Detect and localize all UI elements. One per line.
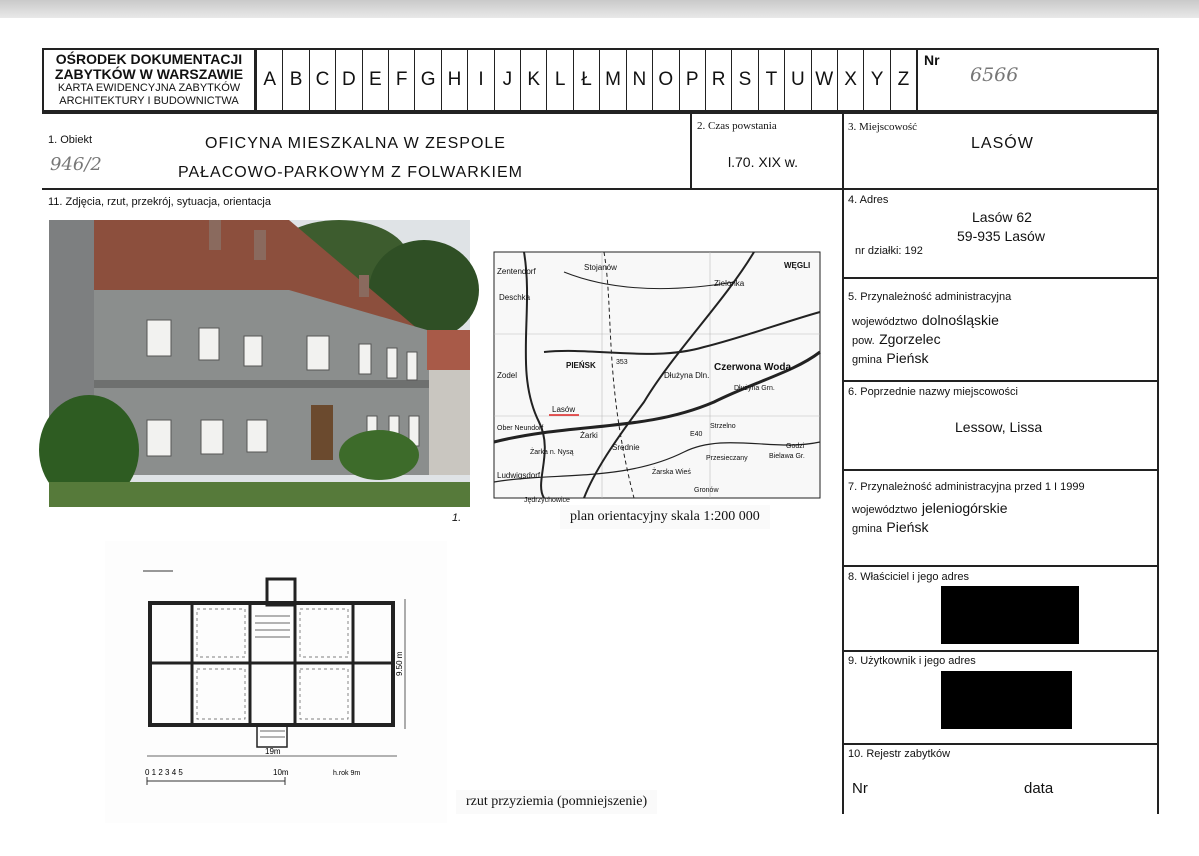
woj-przed-line bbox=[852, 500, 1007, 518]
czas-label: 2. Czas powstania bbox=[697, 120, 777, 132]
map-label: PIEŃSK bbox=[566, 361, 596, 370]
map-label: Przesieczany bbox=[706, 455, 748, 462]
plan-width-label: 19m bbox=[265, 747, 281, 756]
map-label: Deschka bbox=[499, 293, 531, 302]
pow-line bbox=[852, 331, 941, 349]
map-label: 353 bbox=[616, 359, 628, 366]
woj-line bbox=[852, 312, 999, 330]
map-label: Gronów bbox=[694, 487, 719, 494]
map-label: Zielonka bbox=[714, 279, 745, 288]
map-label: Dłużyna Grn. bbox=[734, 385, 775, 392]
adres-line1: Lasów 62 bbox=[972, 209, 1032, 225]
map-label: Strzelno bbox=[710, 423, 736, 430]
nr-label: Nr bbox=[924, 52, 940, 68]
divider bbox=[844, 277, 1159, 279]
map-label: Zentendorf bbox=[497, 267, 536, 276]
index-letter: C bbox=[309, 50, 335, 110]
alphabet-index bbox=[256, 48, 918, 112]
divider bbox=[690, 114, 692, 189]
dzialka: nr działki: 192 bbox=[855, 245, 923, 257]
woj-przed-value: jeleniogórskie bbox=[921, 500, 1008, 516]
divider bbox=[844, 743, 1159, 745]
index-letter: R bbox=[705, 50, 731, 110]
map-label: Stojanów bbox=[584, 263, 617, 272]
divider bbox=[1157, 112, 1159, 814]
map-label: Zodel bbox=[497, 371, 518, 380]
poprzednie-value: Lessow, Lissa bbox=[955, 419, 1043, 435]
floor-plan bbox=[105, 541, 447, 823]
orientation-map bbox=[494, 252, 820, 504]
institution-box bbox=[42, 48, 256, 112]
obiekt-name-2: PAŁACOWO-PARKOWYM Z FOLWARKIEM bbox=[178, 164, 523, 181]
woj-prefix: województwo bbox=[852, 316, 918, 328]
rejestr-label: 10. Rejestr zabytków bbox=[848, 748, 951, 760]
record-card bbox=[0, 18, 1199, 856]
wlasciciel-label: 8. Właściciel i jego adres bbox=[848, 571, 970, 583]
map-label: Średnie bbox=[612, 443, 640, 452]
rejestr-nr: Nr bbox=[852, 780, 868, 797]
plan-caption: rzut przyziemia (pomniejszenie) bbox=[456, 790, 657, 814]
nr-value: 6566 bbox=[970, 64, 1019, 86]
map-label: Bielawa Gr. bbox=[769, 453, 805, 460]
divider bbox=[844, 650, 1159, 652]
divider bbox=[842, 114, 844, 814]
map-label: Dłużyna Dln. bbox=[664, 371, 710, 380]
divider bbox=[844, 469, 1159, 471]
index-letter: K bbox=[520, 50, 546, 110]
obiekt-ref: 946/2 bbox=[50, 154, 102, 175]
map-label: Żarki bbox=[580, 431, 598, 440]
pow-value: Zgorzelec bbox=[879, 331, 941, 347]
rejestr-data: data bbox=[1024, 780, 1054, 797]
map-label: Czerwona Woda bbox=[714, 362, 792, 373]
scale-ticks: 0 1 2 3 4 5 bbox=[145, 768, 183, 777]
gmina-line bbox=[852, 350, 928, 368]
poprzednie-label: 6. Poprzednie nazwy miejscowości bbox=[848, 386, 1018, 398]
divider bbox=[844, 565, 1159, 567]
institution-name-1: OŚRODEK DOKUMENTACJI bbox=[55, 51, 243, 67]
miejscowosc-label: 3. Miejscowość bbox=[848, 121, 918, 133]
index-letter: J bbox=[494, 50, 520, 110]
gmina-przed-prefix: gmina bbox=[852, 523, 882, 535]
index-letter: N bbox=[626, 50, 652, 110]
gmina-value: Pieńsk bbox=[886, 350, 929, 366]
map-label: Jędrzychowice bbox=[524, 497, 570, 504]
map-label: Ober Neundorf bbox=[497, 425, 544, 432]
map-label: E40 bbox=[690, 431, 703, 438]
index-letter: Z bbox=[890, 50, 918, 110]
redacted-user bbox=[941, 671, 1072, 729]
zdjecia-label: 11. Zdjęcia, rzut, przekrój, sytuacja, orientacja bbox=[48, 196, 271, 208]
number-box bbox=[918, 48, 1159, 112]
index-letter: F bbox=[388, 50, 414, 110]
map-label: Żarka n. Nysą bbox=[530, 449, 574, 456]
redacted-owner bbox=[941, 586, 1079, 644]
map-label: Ludwigsdorf bbox=[497, 471, 541, 480]
index-letter: U bbox=[784, 50, 810, 110]
card-type-2: ARCHITEKTURY I BUDOWNICTWA bbox=[59, 95, 239, 107]
map-caption: plan orientacyjny skala 1:200 000 bbox=[560, 505, 770, 529]
plan-depth-label: 9.50 m bbox=[395, 651, 404, 676]
gmina-przed-value: Pieńsk bbox=[886, 519, 929, 535]
pow-prefix: pow. bbox=[852, 335, 875, 347]
index-letter: H bbox=[441, 50, 467, 110]
obiekt-label: 1. Obiekt bbox=[48, 134, 93, 146]
przynaleznosc-label: 5. Przynależność administracyjna bbox=[848, 291, 1012, 303]
index-letter: B bbox=[282, 50, 308, 110]
index-letter: T bbox=[758, 50, 784, 110]
institution-name-2: ZABYTKÓW W WARSZAWIE bbox=[54, 66, 244, 82]
index-letter: Y bbox=[863, 50, 889, 110]
card-type-1: KARTA EWIDENCYJNA ZABYTKÓW bbox=[57, 82, 241, 94]
index-letter: M bbox=[599, 50, 625, 110]
adres-line2: 59-935 Lasów bbox=[957, 228, 1045, 244]
divider bbox=[844, 380, 1159, 382]
index-letter: W bbox=[811, 50, 837, 110]
index-letter: G bbox=[414, 50, 440, 110]
index-letter: D bbox=[335, 50, 361, 110]
divider bbox=[42, 112, 1159, 114]
photo-number: 1. bbox=[452, 512, 462, 524]
scanner-edge bbox=[0, 0, 1199, 18]
gmina-prefix: gmina bbox=[852, 354, 882, 366]
index-letter: X bbox=[837, 50, 863, 110]
map-label: Godzi bbox=[786, 443, 805, 450]
building-photo bbox=[49, 220, 470, 507]
index-letter: Ł bbox=[573, 50, 599, 110]
map-label: Żarska Wieś bbox=[652, 469, 691, 476]
czas-value: l.70. XIX w. bbox=[728, 154, 799, 170]
index-letter: I bbox=[467, 50, 493, 110]
uzytkownik-label: 9. Użytkownik i jego adres bbox=[848, 655, 976, 667]
map-label: WĘGLI bbox=[784, 261, 811, 270]
index-letter: O bbox=[652, 50, 678, 110]
scale-end: 10m bbox=[273, 768, 289, 777]
woj-value: dolnośląskie bbox=[921, 312, 999, 328]
index-letter: E bbox=[362, 50, 388, 110]
gmina-przed-line bbox=[852, 519, 928, 537]
miejscowosc-value: LASÓW bbox=[971, 135, 1034, 152]
divider bbox=[42, 188, 1159, 190]
map-label: Lasów bbox=[552, 405, 576, 414]
przynaleznosc-przed-label: 7. Przynależność administracyjna przed 1 I 1999 bbox=[848, 481, 1085, 493]
index-letter: A bbox=[256, 50, 282, 110]
index-letter: S bbox=[731, 50, 757, 110]
woj-przed-prefix: województwo bbox=[852, 504, 918, 516]
adres-label: 4. Adres bbox=[848, 194, 889, 206]
index-letter: L bbox=[546, 50, 572, 110]
scale-note: h.rok 9m bbox=[333, 770, 361, 777]
index-letter: P bbox=[679, 50, 705, 110]
obiekt-name-1: OFICYNA MIESZKALNA W ZESPOLE bbox=[205, 135, 506, 152]
